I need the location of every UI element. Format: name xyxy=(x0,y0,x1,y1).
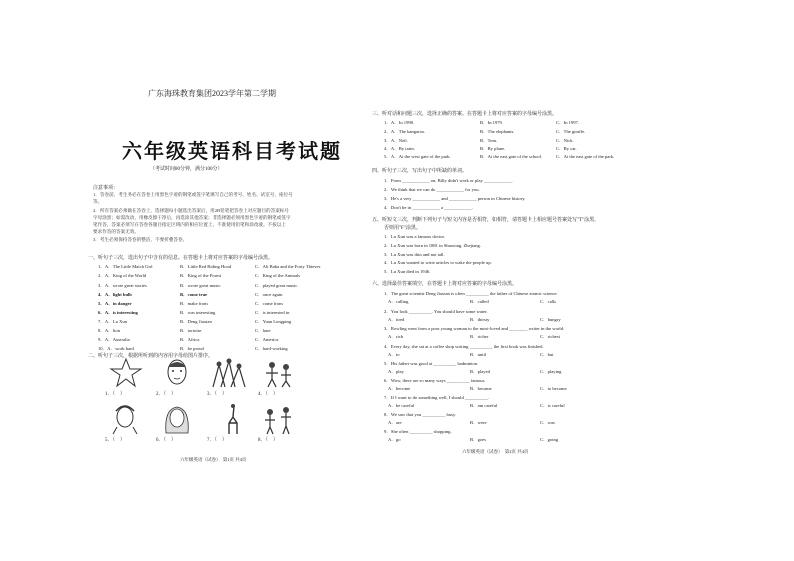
note-line: 要求作答的答案无效。 xyxy=(93,229,139,234)
picture-number: 7．（ ） xyxy=(207,438,228,443)
option-b: B．thirsty xyxy=(470,317,490,322)
option-b: B．At the east gate of the school. xyxy=(480,154,543,159)
picture-cell xyxy=(103,403,149,443)
section4-title: 四、听句子三次，写出句子中所缺的单词。 xyxy=(372,169,468,174)
section5-title-cont: 否则用"F"涂黑。 xyxy=(384,226,421,231)
exam-title: 六年级英语科目考试题 xyxy=(122,139,342,163)
option-c: C．played great music xyxy=(255,283,298,288)
statement-line: 1．Lu Xun was a famous doctor. xyxy=(384,234,445,239)
option-b: B．come true xyxy=(180,292,208,297)
section5-title: 五、听短文三次，判断下列句子与短文内容是否相符，如相符，请答题卡上相应题号答案处写"T"涂黑， xyxy=(372,218,600,223)
exam-page-left xyxy=(0,0,375,561)
question-line: 2．You look __________. You should have some water. xyxy=(384,309,488,314)
starfish-icon xyxy=(103,357,149,389)
note-line: 笔作答，答案必须写在答卷各题目指定区域内的相应位置上，不准使用铅笔和涂改液。不按以上 xyxy=(93,222,286,227)
section1-title: 一、听句子三次，选出句子中含有的信息。在答题卡上将对应答案的字母编号涂黑。 xyxy=(88,256,274,261)
option-a: 3．A．Neil. xyxy=(384,138,408,143)
section2-title: 二、听句子三次，根据所听到的内容用字母给图片排序。 xyxy=(88,354,214,359)
option-c: C．Yuan Longping xyxy=(255,319,292,324)
option-b: B．called xyxy=(470,299,489,304)
option-a: A．to xyxy=(388,352,400,357)
question-line: 7．If I want to do something well, I should __________. xyxy=(384,395,490,400)
option-c: C．Ali Baba and the Forty Thieves xyxy=(255,264,321,269)
option-c: C．Nick. xyxy=(556,138,574,143)
section3-title: 三、听对话和问题三次，选择正确的答案。在答题卡上将对应答案的字母编号涂黑。 xyxy=(372,112,558,117)
statement-line: 4．Lu Xun wanted to write articles to wake the people up. xyxy=(384,260,492,265)
picture-cell xyxy=(205,357,251,397)
crowd-scene-icon xyxy=(205,357,251,389)
question-line: 8．We saw that you __________ busy. xyxy=(384,412,457,417)
option-a: A．are xyxy=(388,420,402,425)
option-b: B．became xyxy=(470,386,492,391)
option-a: A．be careful xyxy=(388,403,415,408)
option-c: C．going xyxy=(540,437,559,442)
option-c: C．America xyxy=(255,337,279,342)
picture-number: 2．（ ） xyxy=(156,392,177,397)
page-footer: 六年级英语（试卷） 第2页 共4页 xyxy=(462,449,529,454)
woman-portrait-icon xyxy=(154,403,200,435)
scientist-icon xyxy=(103,403,149,435)
picture-number: 4．（ ） xyxy=(258,392,279,397)
question-line: 3．Rowling went from a poor young woman to the most-loved and ________ writer in the world. xyxy=(384,326,565,331)
statement-line: 2．Lu Xun was born in 1881 in Shaoxing, Zhejiang. xyxy=(384,243,481,248)
question-line: 4．Every day, she sat at a coffee shop writing __________ the first book was finished. xyxy=(384,344,544,349)
option-a: A．go xyxy=(388,437,401,442)
option-c: C．was xyxy=(540,420,555,425)
option-c: C．richest xyxy=(540,334,560,339)
option-b: B．King of the Forest xyxy=(180,273,222,278)
option-c: C．In 1997. xyxy=(556,120,579,125)
option-c: C．is careful xyxy=(540,403,565,408)
statement-line: 5．Lu Xun died in 1946. xyxy=(384,269,431,274)
option-c: C．is interested in xyxy=(255,310,290,315)
option-b: B．richer xyxy=(470,334,489,339)
option-b: B．Tom. xyxy=(480,138,498,143)
note-line: 等。 xyxy=(93,199,103,204)
option-c: C．calls xyxy=(540,299,557,304)
option-c: C．to become xyxy=(540,386,567,391)
option-c: C．King of the Animals xyxy=(255,273,301,278)
option-a: 4．A．By train. xyxy=(384,146,415,151)
note-line: 字母涂黑；如需改动，用橡皮擦干净后，再选涂其他答案；非选择题必须用黑色字迹的钢笔或签字 xyxy=(93,215,291,220)
option-b: B．make from xyxy=(180,301,208,306)
option-b: B．In 1979. xyxy=(480,120,503,125)
picture-grid xyxy=(103,357,307,445)
fill-in-line: 4．Don't be in ____________ a ____________. xyxy=(384,205,473,210)
question-line: 9．She often __________ shopping. xyxy=(384,429,452,434)
picture-number: 1．（ ） xyxy=(105,392,126,397)
option-c: C．By car. xyxy=(556,146,577,151)
note-line: 2．所有答案必须做在答卷上，选择题每小题选出答案后，用2B铅笔把答卷上对应题目的答案标号 xyxy=(93,208,290,213)
option-c: C．hungry xyxy=(540,317,561,322)
fill-in-line: 1．From ____________ on, Billy didn't work or play ____________. xyxy=(384,178,513,183)
option-a: A．calling xyxy=(388,299,409,304)
option-c: C．come from xyxy=(255,301,283,306)
option-c: C．but xyxy=(540,352,554,357)
picture-cell xyxy=(256,403,302,443)
option-a: 10．A．work hard xyxy=(98,346,134,351)
picture-number: 3．（ ） xyxy=(207,392,228,397)
picture-number: 5．（ ） xyxy=(105,438,126,443)
picture-cell xyxy=(103,357,149,397)
picture-cell xyxy=(154,403,200,443)
option-a: 2．A．King of the World xyxy=(98,273,147,278)
option-a: A．become xyxy=(388,386,411,391)
option-b: B．until xyxy=(470,352,487,357)
option-a: 5．A．in danger xyxy=(98,301,132,306)
option-b: B．By plane. xyxy=(480,146,506,151)
note-line: 3．考生必须保持答卷的整洁，不要折叠答卷。 xyxy=(93,237,188,242)
people-scene-icon xyxy=(256,357,302,389)
picture-cell xyxy=(256,357,302,397)
option-b: B．am careful xyxy=(470,403,498,408)
option-b: B．tortoise xyxy=(180,328,202,333)
option-a: A．tired xyxy=(388,317,405,322)
exam-page-right xyxy=(370,0,794,561)
option-a: 2．A．The kangaroo. xyxy=(384,129,426,134)
picture-cell xyxy=(205,403,251,443)
option-a: 7．A．Lu Xun xyxy=(98,319,127,324)
option-c: C．At the east gate of the park. xyxy=(556,154,615,159)
option-a: 5．A．At the west gate of the park. xyxy=(384,154,451,159)
option-a: 9．A．Australia xyxy=(98,337,130,342)
time-note: （考试时间80分钟，满分100分） xyxy=(150,167,223,172)
option-a: 3．A．wrote great stories xyxy=(98,283,147,288)
notes-heading: 注意事项： xyxy=(93,186,119,191)
option-c: C．playing xyxy=(540,369,562,374)
man-face-icon xyxy=(154,357,200,389)
option-b: B．played xyxy=(470,369,490,374)
option-c: C．The giraffe. xyxy=(556,129,586,134)
section6-title: 六、选择最佳答案填空，在答题卡上将对应答案的字母编号涂黑。 xyxy=(372,282,518,287)
option-c: C．hard-working xyxy=(255,346,288,351)
figures-icon xyxy=(256,403,302,435)
option-b: B．The elephants. xyxy=(480,129,515,134)
option-b: B．Little Red Riding Hood xyxy=(180,264,232,269)
statement-line: 3．Lu Xun was thin and not tall. xyxy=(384,252,445,257)
question-line: 6．Wow, there are so many ways __________ famous. xyxy=(384,378,486,383)
fill-in-line: 3．He's a very ____________ and ____________ person in Chinese history. xyxy=(384,196,526,201)
option-a: 6．A．is interesting xyxy=(98,310,138,315)
picture-number: 8．（ ） xyxy=(258,438,279,443)
page-footer: 六年级英语（试卷） 第1页 共4页 xyxy=(180,457,247,462)
option-b: B．Deng Jiaxian xyxy=(180,319,212,324)
option-b: B．Africa xyxy=(180,337,200,342)
option-a: 1．A．The Little Match Girl xyxy=(98,264,153,269)
option-a: A．rich xyxy=(388,334,404,339)
question-line: 1．The great scientist Deng Jiaxian is often __________ the father of Chinese atomic science. xyxy=(384,291,558,296)
picture-number: 6．（ ） xyxy=(156,438,177,443)
fill-in-line: 2．We think that we can do ____________ for you. xyxy=(384,187,480,192)
option-c: C．once again xyxy=(255,292,283,297)
option-b: B．wrote great music xyxy=(180,283,221,288)
giraffe-icon xyxy=(205,403,251,435)
option-b: B．goes xyxy=(470,437,487,442)
option-b: B．was interesting xyxy=(180,310,216,315)
option-b: B．be proud xyxy=(180,346,204,351)
option-c: C．hare xyxy=(255,328,271,333)
option-a: 8．A．lion xyxy=(98,328,120,333)
option-a: A．play xyxy=(388,369,404,374)
option-b: B．were xyxy=(470,420,487,425)
note-line: 1．答卷前，考生务必在答卷上用黑色字迹的钢笔或签字笔填写自己的考号、姓名、试室号、座位号 xyxy=(93,192,293,197)
question-line: 5．His father was good at __________ badminton. xyxy=(384,361,479,366)
option-a: 1．A．In 1998. xyxy=(384,120,415,125)
picture-cell xyxy=(154,357,200,397)
school-line: 广东海珠教育集团2023学年第二学期 xyxy=(148,89,276,98)
option-a: 4．A．light bulb xyxy=(98,292,132,297)
